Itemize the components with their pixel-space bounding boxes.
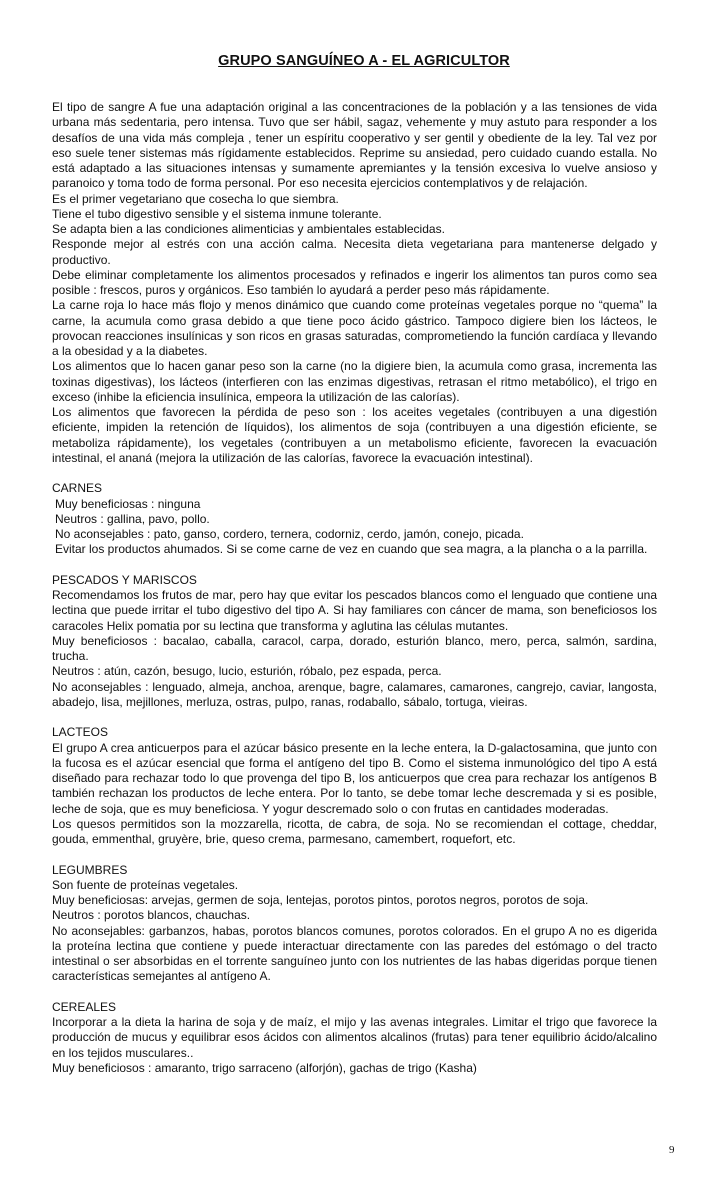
legumbres-line: Neutros : porotos blancos, chauchas.: [52, 908, 251, 923]
pescados-line: No aconsejables : lenguado, almeja, anchoa, arenque, bagre, calamares, camarones, cangrejo, caviar, langosta, abadejo, lisa, mejillones, merluza, ostras, pulpo, ranas, rodaballo, sábalo, tortuga, vieiras.: [52, 679, 657, 709]
section-heading-cereales: CEREALES: [52, 999, 117, 1014]
intro-paragraph: El tipo de sangre A fue una adaptación original a las concentraciones de la población y a las tensiones de vida urbana más sedentaria, pero intensa. Tuvo que ser hábil, sagaz, vehemente y muy astuto para responder a los desafíos de una vida más compleja , tener un espíritu cooperativo y ser gentil y obediente de la ley. Tal vez por eso suele tener sistemas más rígidamente establecidos. Reprime su ansiedad, pero cuidado cuando estalla. No está adaptado a las situaciones intensas y sumamente apremiantes y la tensión excesiva lo vuelve ansioso y paranoico y toma todo de forma personal. Por eso necesita ejercicios contemplativos y de relajación.: [52, 100, 657, 191]
section-gap: [52, 558, 657, 573]
section-heading-lacteos: LACTEOS: [52, 725, 109, 740]
section-heading-pescados: PESCADOS Y MARISCOS: [52, 572, 197, 587]
document-body: [52, 100, 657, 1076]
lacteos-line: Los quesos permitidos son la mozzarella, ricotta, de cabra, de soja. No se recomiendan el cottage, cheddar, gouda, emmenthal, gruyère, brie, queso crema, parmesano, camembert, roquefort, etc.: [52, 816, 657, 847]
section-gap: [52, 466, 657, 481]
section-gap: [52, 847, 657, 862]
carnes-line: Neutros : gallina, pavo, pollo.: [55, 511, 210, 526]
intro-paragraph: Debe eliminar completamente los alimentos procesados y refinados e ingerir los alimentos tan puros como sea posible : frescos, puros y orgánicos. Eso también lo ayudará a perder peso más rápidamente.: [52, 267, 657, 297]
legumbres-line: No aconsejables: garbanzos, habas, porotos blancos comunes, porotos colorados. En el grupo A no es digerida la proteína lectina que contiene y puede interactuar directamente con las paredes del estómago o del tracto intestinal o ser absorbidas en el torrente sanguíneo junto con los nutrientes de las habas digeridas porque tienen características semejantes al antígeno A.: [52, 923, 657, 984]
intro-paragraph: Es el primer vegetariano que cosecha lo que siembra.: [52, 191, 339, 206]
section-heading-carnes: CARNES: [52, 481, 103, 496]
lacteos-line: El grupo A crea anticuerpos para el azúcar básico presente en la leche entera, la D-galactosamina, que junto con la fucosa es el azúcar esencial que forma el antígeno del tipo B. Como el sistema inmunológico del tipo A está diseñado para rechazar todo lo que provenga del tipo B, los anticuerpos que crea para rechazar los antígenos B también rechazan los productos de leche entera. Por lo tanto, se debe tomar leche descremada y si es posible, leche de soja, que es muy beneficiosa. Y yogur descremado solo o con frutas en cantidades moderadas.: [52, 740, 657, 816]
intro-paragraph: Los alimentos que lo hacen ganar peso son la carne (no la digiere bien, la acumula como grasa, incrementa las toxinas digestivas), los lácteos (interfieren con las enzimas digestivas, retrasan el ritmo metabólico), el trigo en exceso (inhibe la eficiencia insulínica, empeora la utilización de las calorías).: [52, 359, 657, 404]
intro-paragraph: Responde mejor al estrés con una acción calma. Necesita dieta vegetariana para mantenerse delgado y productivo.: [52, 237, 657, 267]
cereales-line: Muy beneficiosos : amaranto, trigo sarraceno (alforjón), gachas de trigo (Kasha): [52, 1060, 477, 1075]
page-title: GRUPO SANGUÍNEO A - EL AGRICULTOR: [218, 53, 510, 69]
intro-paragraph: Tiene el tubo digestivo sensible y el sistema inmune tolerante.: [52, 206, 382, 221]
carnes-line: Evitar los productos ahumados. Si se come carne de vez en cuando que sea magra, a la plancha o a la parrilla.: [55, 542, 648, 557]
legumbres-line: Son fuente de proteínas vegetales.: [52, 877, 239, 892]
section-gap: [52, 985, 657, 1000]
pescados-line: Neutros : atún, cazón, besugo, lucio, esturión, róbalo, pez espada, perca.: [52, 664, 442, 679]
section-gap: [52, 710, 657, 725]
intro-paragraph: Se adapta bien a las condiciones alimenticias y ambientales establecidas.: [52, 222, 445, 236]
intro-paragraph: Los alimentos que favorecen la pérdida de peso son : los aceites vegetales (contribuyen a una digestión eficiente, impiden la retención de líquidos), los alimentos de soja (contribuyen a una digestión eficiente, se metaboliza rápidamente), los vegetales (contribuyen a un metabolismo eficiente, favorecen la evacuación intestinal, el ananá (mejora la utilización de las calorías, favorece la evacuación intestinal).: [52, 405, 657, 465]
carnes-line: Muy beneficiosas : ninguna: [55, 496, 201, 511]
section-heading-legumbres: LEGUMBRES: [52, 862, 128, 877]
intro-paragraph: La carne roja lo hace más flojo y menos dinámico que cuando come proteínas vegetales porque no “quema” la carne, la acumula como grasa debido a que tiene poco ácido gástrico. Tampoco digiere bien los lácteos, le provocan reacciones insulínicas y son ricos en grasas saturadas, comprometiendo la función cardíaca y llevando a la obesidad y a la diabetes.: [52, 298, 657, 358]
page-number: 9: [669, 1144, 675, 1156]
legumbres-line: Muy beneficiosas: arvejas, germen de soja, lentejas, porotos pintos, porotos negros, porotos de soja.: [52, 893, 589, 908]
pescados-line: Muy beneficiosos : bacalao, caballa, caracol, carpa, dorado, esturión blanco, mero, perca, salmón, sardina, trucha.: [52, 633, 657, 664]
pescados-line: Recomendamos los frutos de mar, pero hay que evitar los pescados blancos como el lenguado que contiene una lectina que puede irritar el tubo digestivo del tipo A. Si hay familiares con cáncer de mama, son beneficiosos los caracoles Helix pomatia por su lectina que transforma y aglutina las células mutantes.: [52, 588, 657, 633]
cereales-line: Incorporar a la dieta la harina de soja y de maíz, el mijo y las avenas integrales. Limitar el trigo que favorece la producción de mucus y equilibrar esos ácidos con alimentos alcalinos (frutas) para tener equilibrio ácido/alcalino en los tejidos musculares..: [52, 1015, 657, 1060]
carnes-line: No aconsejables : pato, ganso, cordero, ternera, codorniz, cerdo, jamón, conejo, picada.: [55, 527, 524, 542]
